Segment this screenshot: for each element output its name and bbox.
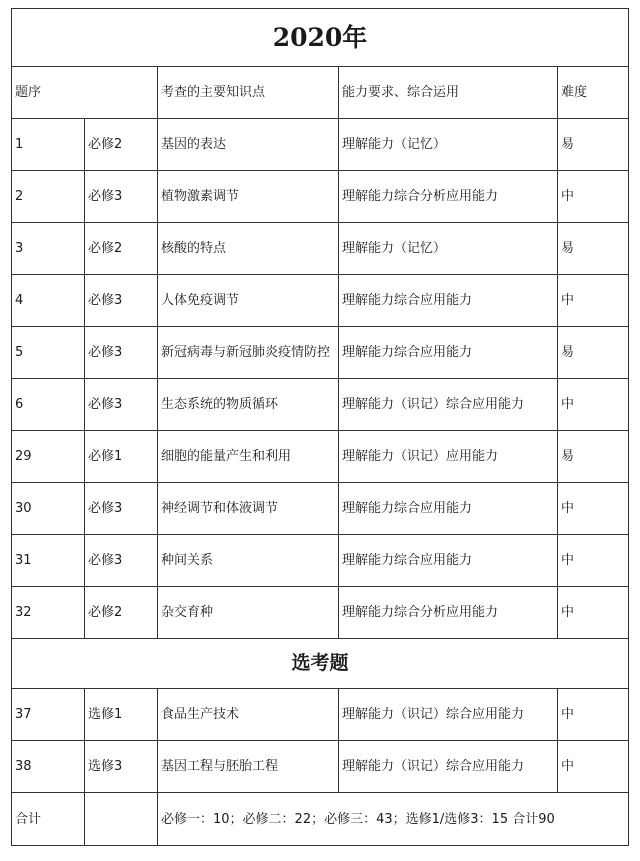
elective-section-title: 选考题 (12, 639, 629, 689)
difficulty-cell: 中 (558, 275, 629, 327)
total-value: 必修一：10；必修二：22；必修三：43；选修1/选修3：15 合计90 (158, 793, 629, 846)
ability-requirement-cell: 理解能力综合分析应用能力 (339, 171, 558, 223)
question-number-cell: 3 (12, 223, 85, 275)
table-row (12, 431, 629, 483)
question-number-cell: 30 (12, 483, 85, 535)
ability-requirement-cell: 理解能力（识记）综合应用能力 (339, 689, 558, 741)
module-cell: 选修3 (85, 741, 158, 793)
question-number-cell: 5 (12, 327, 85, 379)
table-row (12, 275, 629, 327)
module-cell: 必修3 (85, 171, 158, 223)
knowledge-point-cell: 基因工程与胚胎工程 (158, 741, 339, 793)
table-row (12, 535, 629, 587)
ability-requirement-cell: 理解能力综合应用能力 (339, 483, 558, 535)
ability-requirement-cell: 理解能力综合应用能力 (339, 275, 558, 327)
module-cell: 必修2 (85, 587, 158, 639)
knowledge-point-cell: 植物激素调节 (158, 171, 339, 223)
knowledge-point-cell: 生态系统的物质循环 (158, 379, 339, 431)
module-cell: 选修1 (85, 689, 158, 741)
difficulty-cell: 中 (558, 689, 629, 741)
knowledge-point-cell: 杂交育种 (158, 587, 339, 639)
header-knowledge-point: 考查的主要知识点 (158, 67, 339, 119)
question-number-cell: 38 (12, 741, 85, 793)
total-spacer (85, 793, 158, 846)
difficulty-cell: 中 (558, 379, 629, 431)
knowledge-point-cell: 种间关系 (158, 535, 339, 587)
difficulty-cell: 易 (558, 119, 629, 171)
table-title: 2020年 (12, 9, 629, 67)
total-label: 合计 (12, 793, 85, 846)
header-question-number: 题序 (12, 67, 158, 119)
header-row (12, 67, 629, 119)
module-cell: 必修3 (85, 327, 158, 379)
module-cell: 必修2 (85, 119, 158, 171)
header-ability-requirement: 能力要求、综合运用 (339, 67, 558, 119)
difficulty-cell: 易 (558, 431, 629, 483)
module-cell: 必修3 (85, 275, 158, 327)
difficulty-cell: 中 (558, 171, 629, 223)
difficulty-cell: 中 (558, 741, 629, 793)
table-row (12, 587, 629, 639)
exam-analysis-table (11, 8, 629, 846)
total-row (12, 793, 629, 846)
difficulty-cell: 中 (558, 587, 629, 639)
module-cell: 必修3 (85, 379, 158, 431)
header-difficulty: 难度 (558, 67, 629, 119)
table-row (12, 689, 629, 741)
ability-requirement-cell: 理解能力综合应用能力 (339, 327, 558, 379)
difficulty-cell: 中 (558, 535, 629, 587)
table-row (12, 483, 629, 535)
ability-requirement-cell: 理解能力（识记）综合应用能力 (339, 741, 558, 793)
question-number-cell: 37 (12, 689, 85, 741)
question-number-cell: 31 (12, 535, 85, 587)
table-row (12, 119, 629, 171)
knowledge-point-cell: 基因的表达 (158, 119, 339, 171)
table-row (12, 171, 629, 223)
ability-requirement-cell: 理解能力（识记）应用能力 (339, 431, 558, 483)
question-number-cell: 29 (12, 431, 85, 483)
module-cell: 必修3 (85, 483, 158, 535)
table-row (12, 223, 629, 275)
question-number-cell: 6 (12, 379, 85, 431)
ability-requirement-cell: 理解能力综合分析应用能力 (339, 587, 558, 639)
module-cell: 必修1 (85, 431, 158, 483)
difficulty-cell: 易 (558, 223, 629, 275)
ability-requirement-cell: 理解能力综合应用能力 (339, 535, 558, 587)
knowledge-point-cell: 人体免疫调节 (158, 275, 339, 327)
ability-requirement-cell: 理解能力（识记）综合应用能力 (339, 379, 558, 431)
question-number-cell: 32 (12, 587, 85, 639)
ability-requirement-cell: 理解能力（记忆） (339, 119, 558, 171)
knowledge-point-cell: 新冠病毒与新冠肺炎疫情防控 (158, 327, 339, 379)
module-cell: 必修2 (85, 223, 158, 275)
table-row (12, 379, 629, 431)
question-number-cell: 1 (12, 119, 85, 171)
table-row (12, 741, 629, 793)
difficulty-cell: 易 (558, 327, 629, 379)
module-cell: 必修3 (85, 535, 158, 587)
knowledge-point-cell: 细胞的能量产生和利用 (158, 431, 339, 483)
question-number-cell: 2 (12, 171, 85, 223)
knowledge-point-cell: 核酸的特点 (158, 223, 339, 275)
difficulty-cell: 中 (558, 483, 629, 535)
table-row (12, 327, 629, 379)
knowledge-point-cell: 食品生产技术 (158, 689, 339, 741)
question-number-cell: 4 (12, 275, 85, 327)
knowledge-point-cell: 神经调节和体液调节 (158, 483, 339, 535)
ability-requirement-cell: 理解能力（记忆） (339, 223, 558, 275)
